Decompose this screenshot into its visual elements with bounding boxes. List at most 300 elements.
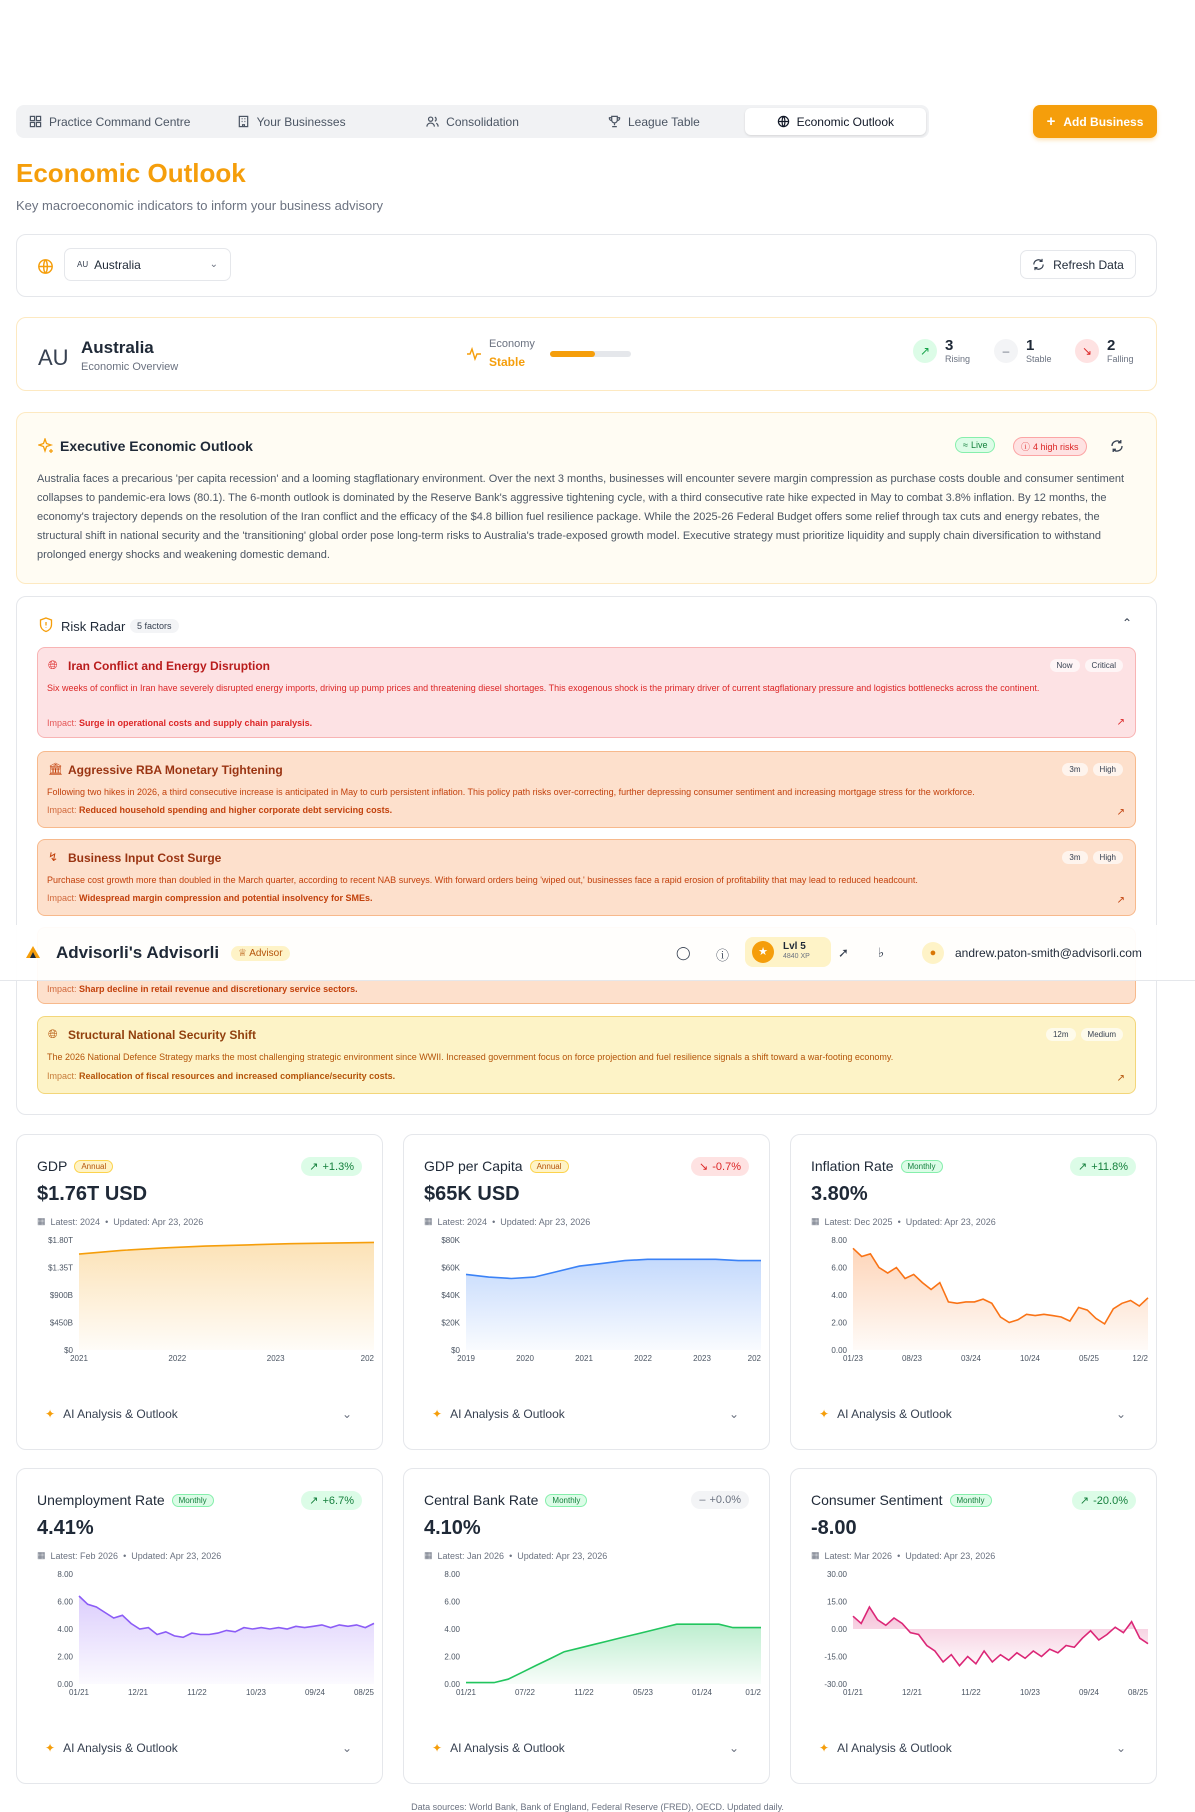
risk-title: Structural National Security Shift [68, 1028, 257, 1042]
impact-label: Impact: [47, 805, 77, 815]
x-tick-label: 202 [747, 1354, 761, 1363]
role-badge: ♕ Advisor [231, 946, 290, 961]
sparkles-icon: ✦ [432, 1741, 443, 1755]
x-tick-label: 2021 [70, 1354, 88, 1363]
chevron-down-icon[interactable]: ⌄ [341, 1741, 352, 1755]
trend-icon: ↘ [699, 1161, 709, 1173]
high-risks-badge [1013, 437, 1087, 456]
x-tick-label: 2022 [634, 1354, 652, 1363]
risk-severity: High [1093, 763, 1123, 776]
y-tick-label: $60K [441, 1263, 460, 1273]
tab-label: Practice Command Centre [49, 114, 191, 129]
metric-value: 4.41% [37, 1517, 94, 1539]
metric-chart [29, 1235, 379, 1375]
change-value: +6.7% [322, 1494, 354, 1507]
y-tick-label: -15.00 [824, 1652, 847, 1662]
metric-title: Inflation Rate [811, 1158, 894, 1174]
separator-dot: • [509, 1550, 513, 1561]
app-header-overlay [0, 925, 1195, 981]
add-business-label: Add Business [1063, 114, 1144, 129]
rocket-icon[interactable]: ➚ [838, 945, 849, 960]
risk-impact [47, 805, 392, 815]
risk-title: Iran Conflict and Energy Disruption [68, 659, 271, 673]
risk-severity: Critical [1085, 659, 1123, 672]
ai-analysis-toggle[interactable] [45, 1741, 178, 1755]
risk-description: Purchase cost growth more than doubled in the March quarter, according to recent NAB surveys. With forward orders being 'wiped out,' businesses face a rapid erosion of profitability that may lead to reduced headcount. [47, 875, 918, 885]
risk-item[interactable] [37, 1016, 1136, 1094]
ai-analysis-toggle[interactable] [45, 1407, 178, 1421]
x-tick-label: 11/22 [961, 1688, 981, 1697]
x-tick-label: 11/22 [574, 1688, 594, 1697]
grid-icon [29, 115, 42, 128]
chevron-down-icon: ⌄ [209, 259, 218, 270]
lightbulb-icon[interactable]: ◯ [676, 945, 691, 960]
risk-description: The 2026 National Defence Strategy marks the most challenging strategic environment since WWII. Increased government focus on force projection and fuel resilience signals a shift toward a war-footing economy. [47, 1052, 894, 1062]
country-selector-card [16, 234, 1157, 297]
metric-chart [803, 1235, 1153, 1375]
level-badge[interactable] [745, 937, 831, 967]
separator-dot: • [492, 1216, 496, 1227]
country-code: AU [38, 345, 69, 370]
updated-label: Updated: Apr 23, 2026 [500, 1216, 591, 1227]
building-icon [237, 115, 250, 128]
metric-card [16, 1134, 383, 1450]
wifi-icon: ≈ [963, 440, 968, 450]
external-link-icon[interactable]: ↗ [1116, 807, 1125, 818]
trend-icon: ↗ [309, 1495, 319, 1507]
risk-severity: Medium [1081, 1028, 1123, 1041]
sparkles-icon [38, 438, 54, 454]
ai-analysis-label: AI Analysis & Outlook [63, 1407, 178, 1421]
tab-league-table[interactable] [563, 108, 744, 135]
x-tick-label: 01/21 [455, 1688, 477, 1697]
impact-label: Impact: [47, 893, 77, 903]
impact-label: Impact: [47, 1071, 77, 1081]
metric-value: -8.00 [811, 1517, 857, 1539]
trophy-icon: ★ [752, 941, 774, 963]
updated-label: Updated: Apr 23, 2026 [517, 1550, 608, 1561]
x-tick-label: 08/23 [901, 1354, 923, 1363]
risk-impact [47, 1071, 395, 1081]
page-title: Economic Outlook [16, 158, 246, 188]
risk-horizon: 12m [1046, 1028, 1076, 1041]
y-tick-label: 8.00 [57, 1570, 73, 1579]
separator-dot: • [123, 1550, 127, 1561]
globe-icon: 🌐︎ [48, 658, 58, 672]
metric-card [790, 1134, 1157, 1450]
bank-icon: 🏛︎ [48, 762, 64, 776]
risk-tags [1046, 1028, 1123, 1041]
tab-label: League Table [627, 114, 700, 129]
shield-icon [39, 617, 53, 633]
stat-stable [994, 338, 1052, 364]
country-name: Australia [81, 338, 154, 357]
y-tick-label: -30.00 [824, 1680, 847, 1689]
trend-icon: ↗ [1077, 1161, 1088, 1173]
tab-consolidation[interactable] [382, 108, 563, 135]
y-tick-label: 0.00 [831, 1625, 847, 1634]
tab-practice-command-centre[interactable] [19, 108, 200, 135]
latest-label: Latest: Feb 2026 [50, 1550, 119, 1561]
x-tick-label: 07/22 [514, 1688, 536, 1697]
frequency-badge: Monthly [950, 1494, 992, 1507]
frequency-badge: Annual [530, 1160, 569, 1173]
x-tick-label: 01/21 [68, 1688, 90, 1697]
x-tick-label: 2021 [575, 1354, 593, 1363]
ai-analysis-toggle[interactable] [819, 1741, 952, 1755]
x-tick-label: 202 [360, 1354, 374, 1363]
tabs-bar [16, 105, 929, 138]
impact-text: Sharp decline in retail revenue and discretionary service sectors. [79, 984, 358, 994]
y-tick-label: 8.00 [831, 1236, 847, 1245]
executive-outlook-title: Executive Economic Outlook [60, 438, 253, 454]
y-tick-label: 4.00 [831, 1291, 847, 1300]
latest-label: Latest: 2024 [50, 1216, 101, 1227]
frequency-badge: Annual [74, 1160, 113, 1173]
risk-factors-badge: 5 factors [130, 619, 179, 633]
logo-icon [24, 943, 42, 961]
x-tick-label: 11/22 [187, 1688, 207, 1697]
refresh-icon[interactable] [1110, 439, 1124, 453]
y-tick-label: $80K [441, 1236, 460, 1245]
metric-chart [29, 1569, 379, 1709]
external-link-icon[interactable]: ↗ [1116, 1073, 1125, 1084]
y-tick-label: 6.00 [57, 1597, 73, 1607]
x-tick-label: 12/21 [127, 1688, 149, 1697]
y-tick-label: $900B [49, 1291, 73, 1300]
metric-title: Central Bank Rate [424, 1492, 539, 1508]
metric-title: Unemployment Rate [37, 1492, 165, 1508]
chevron-down-icon[interactable]: ⌄ [728, 1407, 739, 1421]
risk-item[interactable] [37, 647, 1136, 738]
trending-down-icon: ↘ [1075, 339, 1099, 363]
risk-description: Six weeks of conflict in Iran have severely disrupted energy imports, driving up pump prices and threatening diesel shortages. This exogenous shock is the primary driver of current stagflationary pressure and logistics bottlenecks across the continent. [47, 683, 1040, 693]
falling-count: 2 [1107, 337, 1116, 354]
metric-value: $1.76T USD [37, 1183, 148, 1205]
tab-label: Economic Outlook [796, 114, 895, 129]
y-tick-label: 2.00 [831, 1318, 847, 1328]
latest-label: Latest: Dec 2025 [824, 1216, 893, 1227]
overview-subtitle: Economic Overview [81, 361, 179, 373]
calendar-icon: ▦ [37, 1216, 46, 1226]
rising-count: 3 [945, 337, 954, 354]
x-tick-label: 10/23 [1019, 1688, 1041, 1697]
x-tick-label: 01/21 [842, 1688, 864, 1697]
y-tick-label: 8.00 [444, 1570, 460, 1579]
x-tick-label: 08/25 [1127, 1688, 1148, 1697]
sparkles-icon: ✦ [432, 1407, 443, 1421]
metric-value: $65K USD [424, 1183, 520, 1205]
y-tick-label: 30.00 [826, 1570, 847, 1579]
updated-label: Updated: Apr 23, 2026 [905, 1550, 996, 1561]
metric-title: GDP per Capita [424, 1158, 523, 1174]
economic-overview-card [16, 317, 1157, 391]
latest-label: Latest: Jan 2026 [437, 1550, 505, 1561]
sparkles-icon: ✦ [45, 1741, 56, 1755]
metric-meta [424, 1216, 590, 1227]
ai-analysis-label: AI Analysis & Outlook [837, 1741, 952, 1755]
sparkles-icon: ✦ [45, 1407, 56, 1421]
tab-label: Consolidation [446, 114, 519, 129]
updated-label: Updated: Apr 23, 2026 [113, 1216, 204, 1227]
impact-text: Reallocation of fiscal resources and increased compliance/security costs. [79, 1071, 396, 1081]
risk-radar-card [16, 596, 1157, 1115]
calendar-icon: ▦ [811, 1550, 820, 1560]
y-tick-label: $1.80T [48, 1236, 73, 1245]
trending-up-icon: ↗ [913, 339, 937, 363]
economy-meter [550, 351, 631, 357]
xp-label: 4840 XP [783, 953, 810, 960]
alert-circle-icon: ⓘ [1021, 442, 1031, 452]
bell-icon[interactable]: ♭ [878, 945, 885, 960]
risk-radar-title: Risk Radar [61, 619, 126, 634]
high-risks-label: 4 high risks [1033, 441, 1079, 452]
calendar-icon: ▦ [37, 1550, 46, 1560]
ai-analysis-label: AI Analysis & Outlook [450, 1741, 565, 1755]
trend-icon: ↗ [309, 1161, 319, 1173]
metric-title-row [811, 1158, 943, 1174]
updated-label: Updated: Apr 23, 2026 [131, 1550, 222, 1561]
trend-icon: – [699, 1494, 706, 1506]
metric-meta [37, 1550, 221, 1561]
separator-dot: • [897, 1550, 901, 1561]
globe-icon: 🌐︎ [48, 1027, 58, 1041]
calendar-icon: ▦ [424, 1216, 433, 1226]
y-tick-label: $1.35T [48, 1263, 73, 1273]
x-tick-label: 2019 [457, 1354, 475, 1363]
chevron-down-icon[interactable]: ⌄ [1115, 1741, 1126, 1755]
frequency-badge: Monthly [901, 1160, 943, 1173]
external-link-icon[interactable]: ↗ [1116, 717, 1125, 728]
latest-label: Latest: Mar 2026 [824, 1550, 893, 1561]
impact-text: Reduced household spending and higher corporate debt servicing costs. [79, 805, 393, 815]
y-tick-label: $0 [451, 1346, 460, 1355]
minus-icon: – [994, 339, 1018, 363]
refresh-data-button[interactable] [1020, 250, 1136, 279]
x-tick-label: 2023 [693, 1354, 711, 1363]
risk-tags [1062, 763, 1123, 776]
y-tick-label: 2.00 [444, 1652, 460, 1662]
separator-dot: • [105, 1216, 109, 1227]
y-tick-label: 4.00 [444, 1625, 460, 1634]
chevron-down-icon[interactable]: ⌄ [341, 1407, 352, 1421]
metric-chart [416, 1569, 766, 1709]
globe-icon [777, 115, 790, 128]
metric-meta [811, 1216, 996, 1227]
metric-meta [424, 1550, 607, 1561]
ai-analysis-toggle[interactable] [432, 1741, 565, 1755]
economy-label: Economy [489, 338, 535, 350]
sparkles-icon: ✦ [819, 1407, 830, 1421]
x-tick-label: 05/23 [632, 1688, 654, 1697]
x-tick-label: 01/2 [745, 1688, 761, 1697]
metric-value: 4.10% [424, 1517, 481, 1539]
calendar-icon: ▦ [811, 1216, 820, 1226]
impact-label: Impact: [47, 718, 77, 728]
change-value: +11.8% [1091, 1160, 1128, 1173]
metric-card [403, 1134, 770, 1450]
brand-name: Advisorli's Advisorli [56, 943, 220, 962]
risk-severity: High [1093, 851, 1123, 864]
users-icon [426, 115, 439, 128]
x-tick-label: 01/24 [691, 1688, 713, 1697]
impact-label: Impact: [47, 984, 77, 994]
x-tick-label: 08/25 [353, 1688, 374, 1697]
trophy-icon [608, 115, 621, 128]
globe-icon [37, 258, 54, 275]
series-area [466, 1624, 761, 1684]
chevron-down-icon[interactable]: ⌄ [1115, 1407, 1126, 1421]
frequency-badge: Monthly [545, 1494, 587, 1507]
tab-your-businesses[interactable] [200, 108, 381, 135]
country-select-value: Australia [94, 257, 141, 272]
page-subtitle: Key macroeconomic indicators to inform your business advisory [16, 198, 384, 213]
change-badge [691, 1491, 749, 1509]
refresh-icon [1032, 258, 1045, 271]
metric-meta [811, 1550, 995, 1561]
stable-count: 1 [1026, 337, 1035, 354]
y-tick-label: $450B [49, 1318, 73, 1328]
series-area [79, 1242, 374, 1350]
updated-label: Updated: Apr 23, 2026 [905, 1216, 996, 1227]
risk-horizon: Now [1050, 659, 1080, 672]
x-tick-label: 2022 [168, 1354, 187, 1363]
metric-title-row [424, 1492, 587, 1508]
economy-meter-fill [550, 351, 595, 357]
stat-falling [1075, 338, 1134, 364]
risk-horizon: 3m [1062, 851, 1087, 864]
chevron-down-icon[interactable]: ⌄ [728, 1741, 739, 1755]
role-label: Advisor [249, 948, 283, 959]
metric-meta [37, 1216, 203, 1227]
y-tick-label: $40K [441, 1291, 460, 1300]
y-tick-label: 0.00 [831, 1346, 847, 1355]
risk-tags [1050, 659, 1123, 672]
country-code: AU [77, 260, 89, 269]
ai-analysis-label: AI Analysis & Outlook [63, 1741, 178, 1755]
frequency-badge: Monthly [172, 1494, 214, 1507]
change-value: -20.0% [1093, 1494, 1128, 1507]
risk-impact [47, 984, 358, 994]
trend-icon: ↗ [1079, 1495, 1090, 1507]
avatar[interactable]: ● [922, 942, 944, 964]
sparkles-icon: ✦ [819, 1741, 830, 1755]
metric-title: GDP [37, 1158, 68, 1174]
x-tick-label: 2023 [266, 1354, 285, 1363]
metric-title: Consumer Sentiment [811, 1492, 943, 1508]
change-value: -0.7% [712, 1160, 741, 1173]
plus-icon: + [1046, 113, 1056, 130]
live-badge [955, 437, 995, 453]
stat-rising [913, 338, 970, 364]
metric-chart [803, 1569, 1153, 1709]
y-tick-label: $20K [441, 1318, 460, 1328]
live-label: Live [970, 440, 988, 450]
change-value: +1.3% [322, 1160, 354, 1173]
metric-value: 3.80% [811, 1183, 868, 1205]
falling-label: Falling [1107, 354, 1134, 364]
x-tick-label: 03/24 [960, 1354, 982, 1363]
ai-analysis-label: AI Analysis & Outlook [450, 1407, 565, 1421]
y-tick-label: 0.00 [444, 1680, 460, 1689]
metric-title-row [424, 1158, 569, 1174]
series-area [853, 1248, 1148, 1350]
user-email: andrew.paton-smith@advisorli.com [955, 946, 1142, 960]
tab-economic-outlook[interactable] [745, 108, 926, 135]
x-tick-label: 01/23 [842, 1354, 864, 1363]
impact-text: Surge in operational costs and supply chain paralysis. [79, 718, 313, 728]
ai-analysis-toggle[interactable] [819, 1407, 952, 1421]
calendar-icon: ▦ [424, 1550, 433, 1560]
executive-outlook-card [16, 412, 1157, 584]
refresh-label: Refresh Data [1053, 257, 1124, 272]
x-tick-label: 10/24 [1019, 1354, 1041, 1363]
change-badge [691, 1157, 749, 1176]
chevron-up-icon[interactable]: ⌃ [1121, 616, 1132, 630]
change-badge [301, 1491, 362, 1510]
stable-label: Stable [1026, 354, 1052, 364]
data-sources-footer: Data sources: World Bank, Bank of England, Federal Reserve (FRED), OECD. Updated daily. [411, 1802, 784, 1812]
risk-impact [47, 718, 312, 728]
risk-description: Following two hikes in 2026, a third consecutive increase is anticipated in May to curb persistent inflation. This policy path risks over-correcting, further depressing consumer sentiment and increasing mortgage stress for the workforce. [47, 787, 975, 797]
y-tick-label: $0 [64, 1346, 73, 1355]
x-tick-label: 05/25 [1078, 1354, 1100, 1363]
x-tick-label: 09/24 [304, 1688, 326, 1697]
ai-analysis-toggle[interactable] [432, 1407, 565, 1421]
zap-icon: ↯ [48, 850, 59, 864]
external-link-icon[interactable]: ↗ [1116, 895, 1125, 906]
level-label: Lvl 5 [783, 941, 806, 952]
x-tick-label: 2020 [516, 1354, 534, 1363]
metric-title-row [811, 1492, 992, 1508]
risk-title: Aggressive RBA Monetary Tightening [68, 763, 283, 777]
risk-horizon: 3m [1062, 763, 1087, 776]
executive-outlook-body: Australia faces a precarious 'per capita recession' and a looming stagflationary environment. Over the next 3 months, businesses will encounter severe margin compression as purchase costs double and consumer sentiment collapses to pandemic-era lows (80.1). The 6-month outlook is dominated by the Reserve Bank's aggressive tightening cycle, with a third consecutive rate hike expected in May to combat 3.8% inflation. By 12 months, the economy's trajectory depends on the resolution of the Iran conflict and the efficacy of the $4.8 billion fuel resilience package. While the 2025-26 Federal Budget offers some relief through tax cuts and energy rebates, the structural shift in national security and the 'transitioning' global order pose long-term risks to Australia's trade-exposed growth model. Executive strategy must prioritize liquidity and supply chain diversification to withstand prolonged energy shocks and weakening domestic demand. [37, 473, 1125, 561]
change-value: +0.0% [709, 1494, 741, 1506]
change-badge [301, 1157, 362, 1176]
separator-dot: • [897, 1216, 901, 1227]
y-tick-label: 0.00 [57, 1680, 73, 1689]
impact-text: Widespread margin compression and potential insolvency for SMEs. [79, 893, 373, 903]
change-badge [1072, 1491, 1136, 1510]
risk-item[interactable] [37, 839, 1136, 916]
risk-tags [1062, 851, 1123, 864]
risk-item[interactable] [37, 751, 1136, 828]
country-select[interactable] [64, 248, 231, 281]
add-business-button[interactable] [1033, 105, 1157, 138]
latest-label: Latest: 2024 [437, 1216, 488, 1227]
ai-analysis-label: AI Analysis & Outlook [837, 1407, 952, 1421]
change-badge [1070, 1157, 1136, 1176]
activity-icon [466, 346, 482, 362]
y-tick-label: 6.00 [831, 1263, 847, 1273]
tab-label: Your Businesses [256, 114, 346, 129]
x-tick-label: 10/23 [245, 1688, 267, 1697]
y-tick-label: 4.00 [57, 1625, 73, 1634]
series-area [79, 1596, 374, 1684]
metric-chart [416, 1235, 766, 1375]
x-tick-label: 12/2 [1132, 1354, 1148, 1363]
economy-status: Stable [489, 355, 526, 369]
rising-label: Rising [945, 354, 971, 364]
risk-title: Business Input Cost Surge [68, 851, 222, 865]
y-tick-label: 2.00 [57, 1652, 73, 1662]
metric-card [403, 1468, 770, 1784]
y-tick-label: 6.00 [444, 1597, 460, 1607]
metric-title-row [37, 1492, 214, 1508]
series-area [466, 1259, 761, 1350]
help-icon[interactable]: ⓘ [716, 948, 730, 963]
